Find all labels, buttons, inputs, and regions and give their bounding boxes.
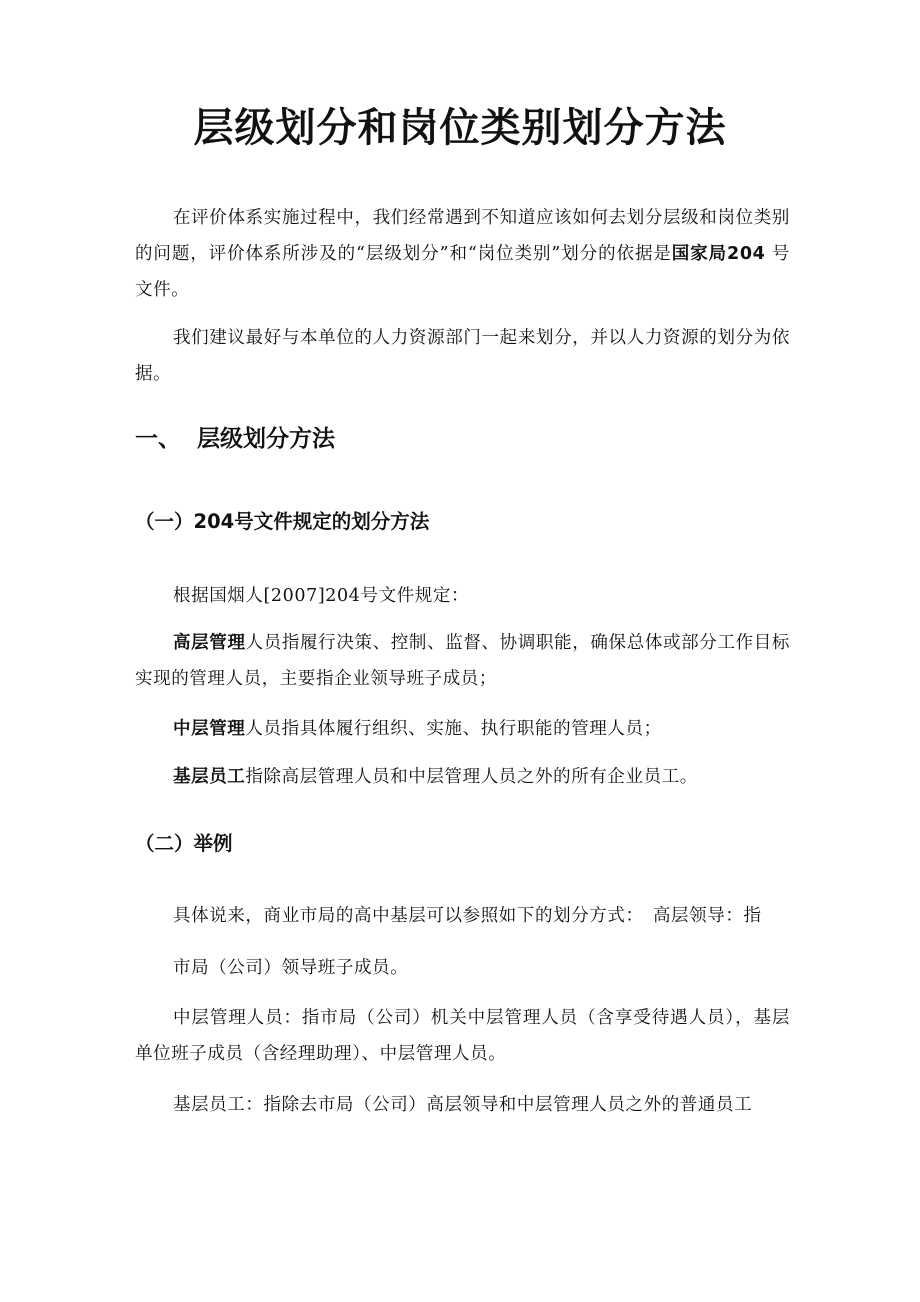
- intro-paragraph-2: 我们建议最好与本单位的人力资源部门一起来划分，并以人力资源的划分为依据。: [135, 328, 790, 384]
- term-middle: 中层管理: [173, 719, 246, 739]
- example-paragraph-1b: 市局（公司）领导班子成员。: [173, 958, 409, 978]
- intro-tail: 号文件。: [135, 244, 790, 300]
- subsection-heading-2: （二）举例: [135, 832, 233, 855]
- example-paragraph-2: 中层管理人员：指市局（公司）机关中层管理人员（含享受待遇人员），基层单位班子成员（含经理助理）、中层管理人员。: [135, 1008, 790, 1064]
- definition-middle: [135, 711, 790, 747]
- example-paragraph-1a: 具体说来，商业市局的高中基层可以参照如下的划分方式： 高层领导：指: [173, 906, 762, 926]
- definition-senior: [135, 625, 790, 697]
- definition-senior-text: 人员指履行决策、控制、监督、协调职能，确保总体或部分工作目标实现的管理人员，主要指企业领导班子成员；: [135, 633, 790, 689]
- term-base: 基层员工: [173, 767, 246, 787]
- intro-text: 在评价体系实施过程中，我们经常遇到不知道应该如何去划分层级和岗位类别的问题，评价体系所涉及的“层级划分”和“岗位类别”划分的依据是: [135, 208, 790, 264]
- section-number: 一、: [135, 426, 181, 452]
- definition-middle-text: 人员指具体履行组织、实施、执行职能的管理人员；: [245, 719, 662, 739]
- example-paragraph-3: 基层员工：指除去市局（公司）高层领导和中层管理人员之外的普通员工: [173, 1095, 753, 1115]
- regulation-lead: 根据国烟人[2007]204号文件规定：: [173, 586, 470, 606]
- document-title: 层级划分和岗位类别划分方法: [193, 105, 727, 151]
- definition-base: [135, 759, 790, 795]
- intro-bold-reference: 国家局204: [671, 244, 766, 264]
- term-senior: 高层管理: [173, 633, 246, 653]
- section-heading-1: [135, 420, 335, 453]
- intro-paragraph-1: [135, 200, 790, 308]
- definition-base-text: 指除高层管理人员和中层管理人员之外的所有企业员工。: [245, 767, 698, 787]
- subsection-heading-1: （一）204号文件规定的划分方法: [135, 510, 430, 533]
- section-title: 层级划分方法: [197, 426, 335, 452]
